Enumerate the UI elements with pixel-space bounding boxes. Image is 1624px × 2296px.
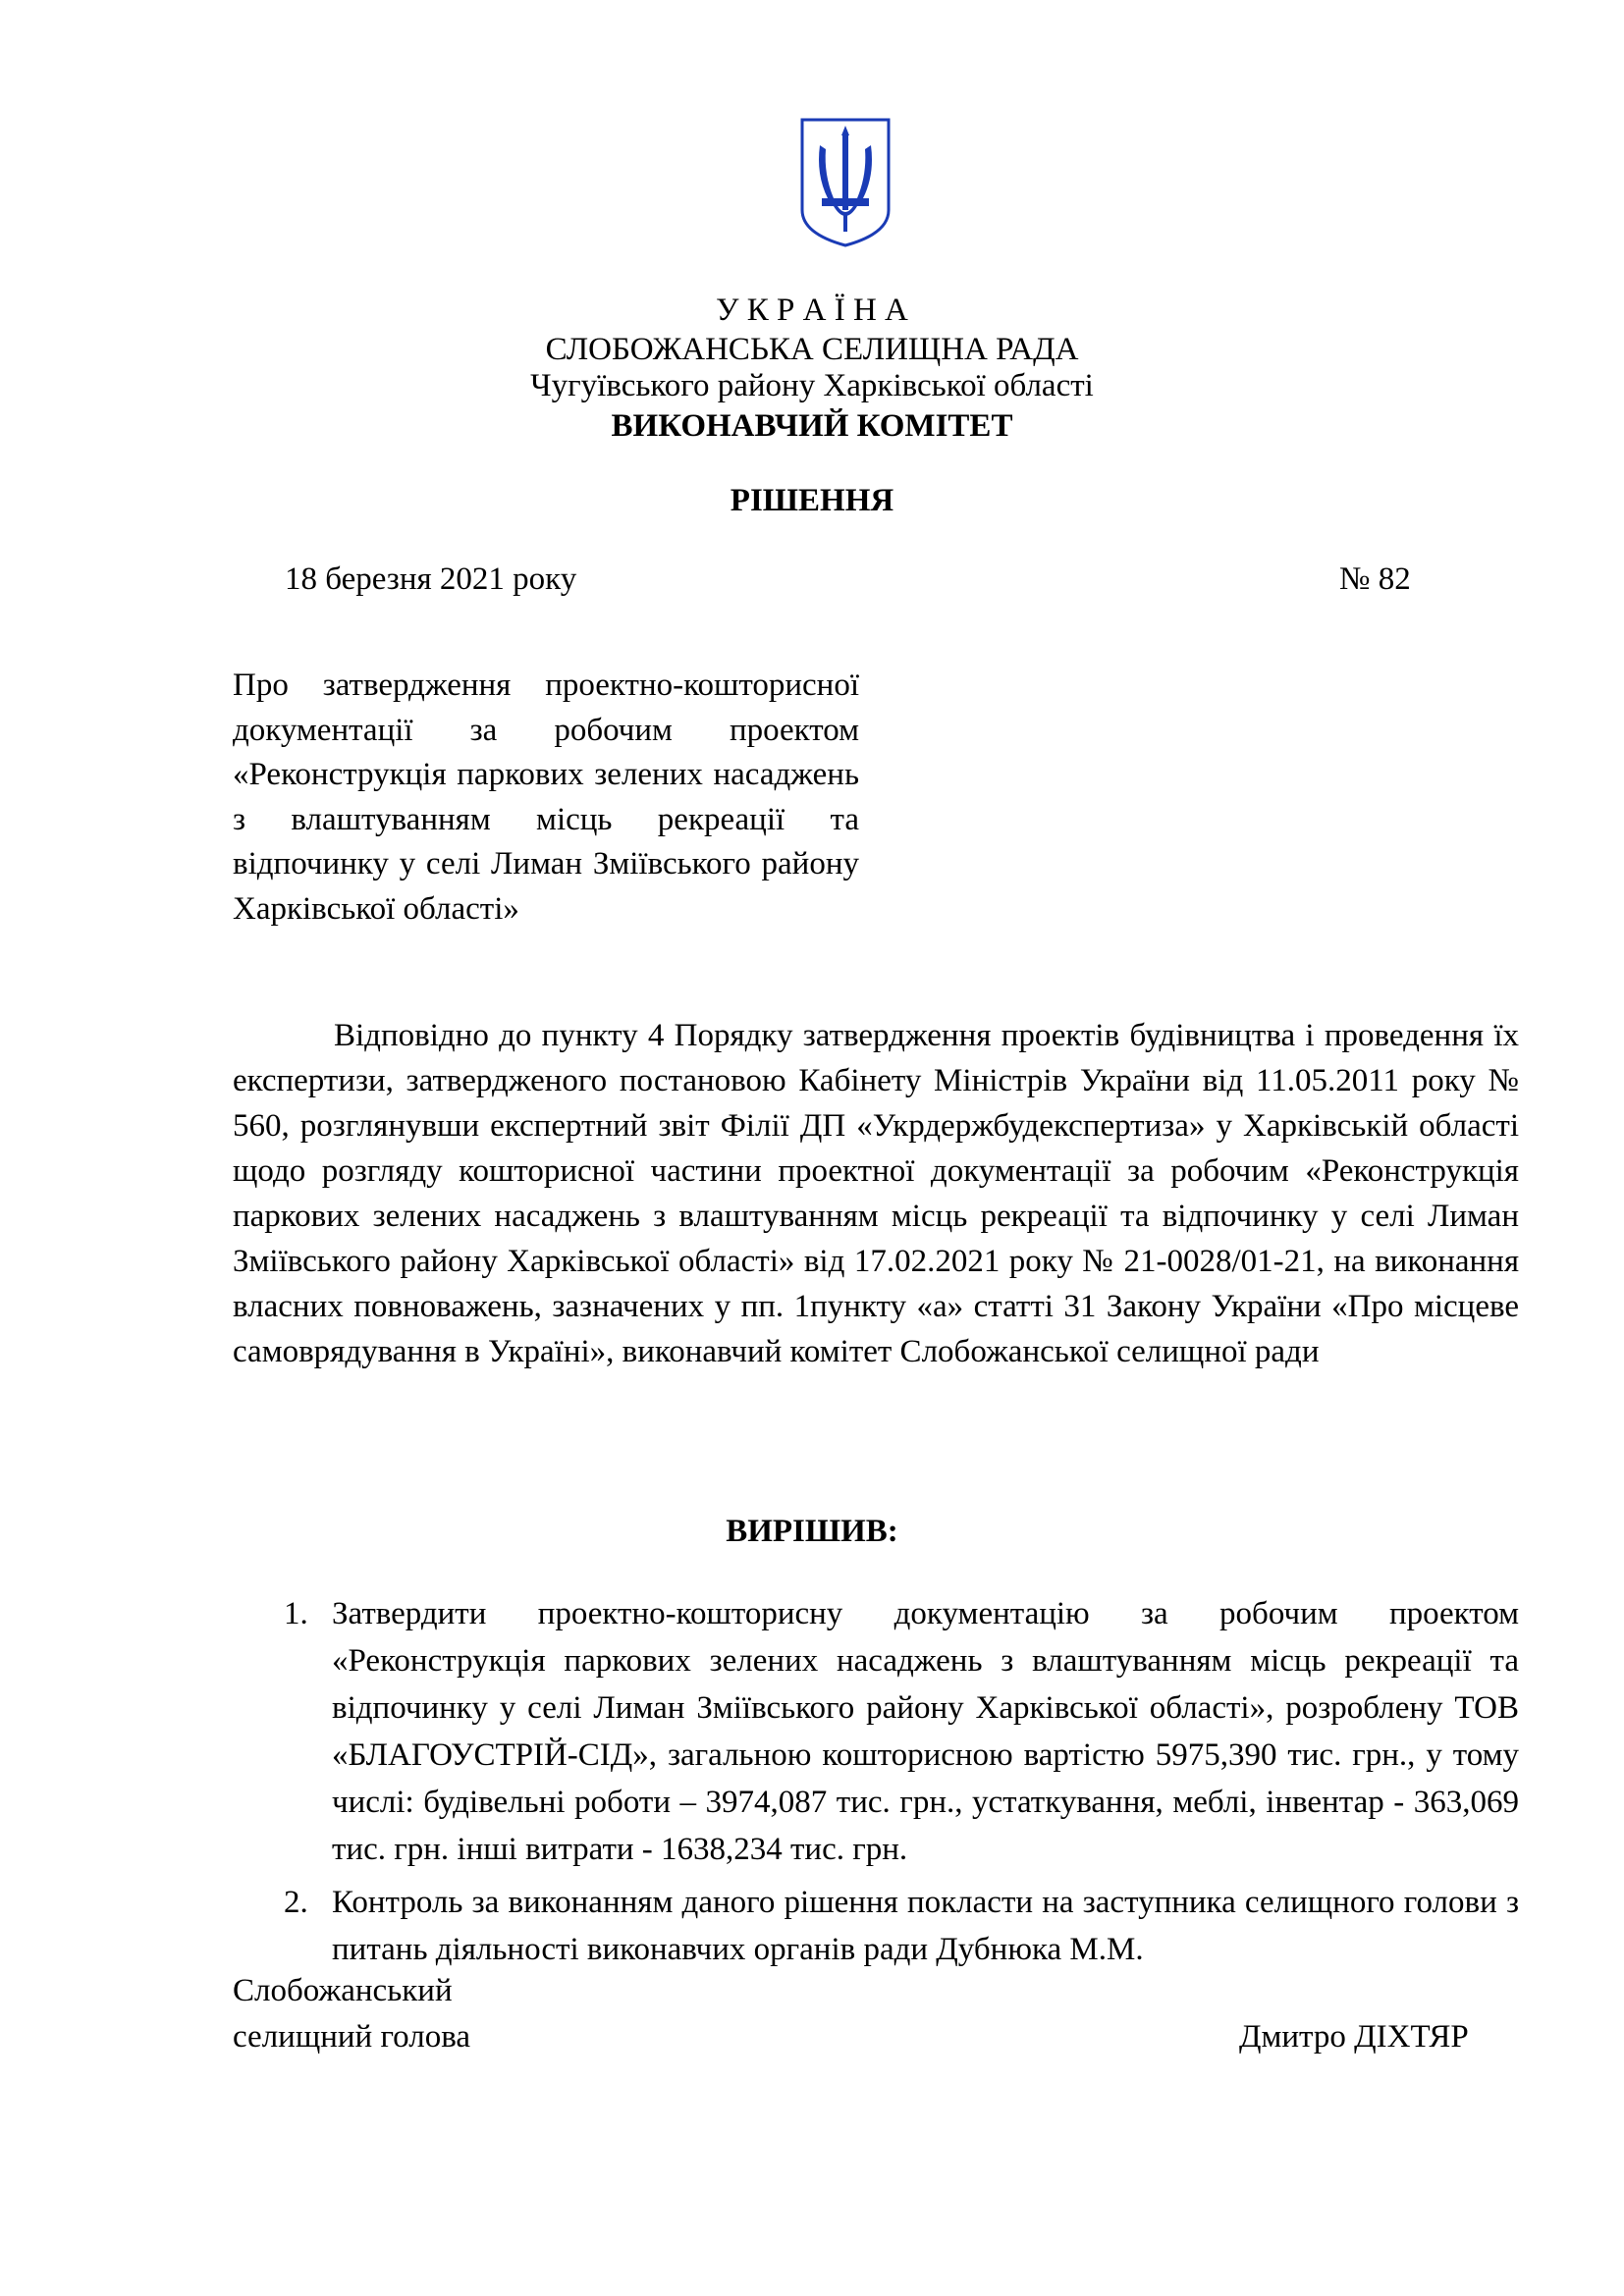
item-text: Контроль за виконанням даного рішення покласти на заступника селищного голови з питань діяльності виконавчих органів ради Дубнюка М.М. <box>332 1885 1519 1967</box>
item-number: 1. <box>284 1596 308 1631</box>
document-type-heading: РІШЕННЯ <box>730 483 894 518</box>
decided-heading: ВИРІШИВ: <box>726 1514 898 1549</box>
item-text: Затвердити проектно-кошторисну документацію за робочим проектом «Реконструкція паркових зелених насаджень з влаштуванням місць рекреації та відпочинку у селі Лиман Зміївського району Харківської області», розроблену ТОВ «БЛАГОУСТРІЙ-СІД», загальною кошторисною вартістю 5975,390 тис. грн., у тому числі: будівельні роботи – 3974,087 тис. грн., устаткування, меблі, інвентар - 363,069 тис. грн. інші витрати - 1638,234 тис. грн. <box>332 1596 1519 1867</box>
signatory-title-line1: Слобожанський <box>233 1973 453 2008</box>
preamble-paragraph: Відповідно до пункту 4 Порядку затвердження проектів будівництва і проведення їх експертизи, затвердженого постановою Кабінету Міністрів України від 11.05.2011 року № 560, розглянувши експертний звіт Філії ДП «Укрдержбудекспертиза» у Харківській області щодо розгляду кошторисної частини проектної документації за робочим «Реконструкція паркових зелених насаджень з влаштуванням місць рекреації та відпочинку у селі Лиман Зміївського району Харківської області» від 17.02.2021 року № 21-0028/01-21, на виконання власних повноважень, зазначених у пп. 1пункту «а» статті 31 Закону України «Про місцеве самоврядування в Україні», виконавчий комітет Слобожанської селищної ради <box>233 1018 1519 1369</box>
list-item <box>275 1879 1519 1973</box>
country-heading: У К Р А Ї Н А <box>716 293 908 328</box>
coat-of-arms-emblem <box>798 116 893 249</box>
item-number: 2. <box>284 1885 308 1920</box>
list-item <box>275 1590 1519 1873</box>
decision-number: № 82 <box>1339 561 1411 597</box>
committee-heading: ВИКОНАВЧИЙ КОМІТЕТ <box>611 408 1013 444</box>
decision-subject: Про затвердження проектно-кошторисної документації за робочим проектом «Реконструкція паркових зелених насаджень з влаштуванням місць рекреації та відпочинку у селі Лиман Зміївського району Харківської області» <box>233 667 859 927</box>
district-heading: Чугуївського району Харківської області <box>530 368 1094 403</box>
decision-items-list <box>275 1590 1519 1979</box>
signatory-name: Дмитро ДІХТЯР <box>1239 2019 1469 2055</box>
signatory-title-line2: селищний голова <box>233 2019 471 2055</box>
decision-date: 18 березня 2021 року <box>285 561 577 597</box>
council-heading: СЛОБОЖАНСЬКА СЕЛИЩНА РАДА <box>545 332 1079 367</box>
trident-icon <box>798 116 893 249</box>
